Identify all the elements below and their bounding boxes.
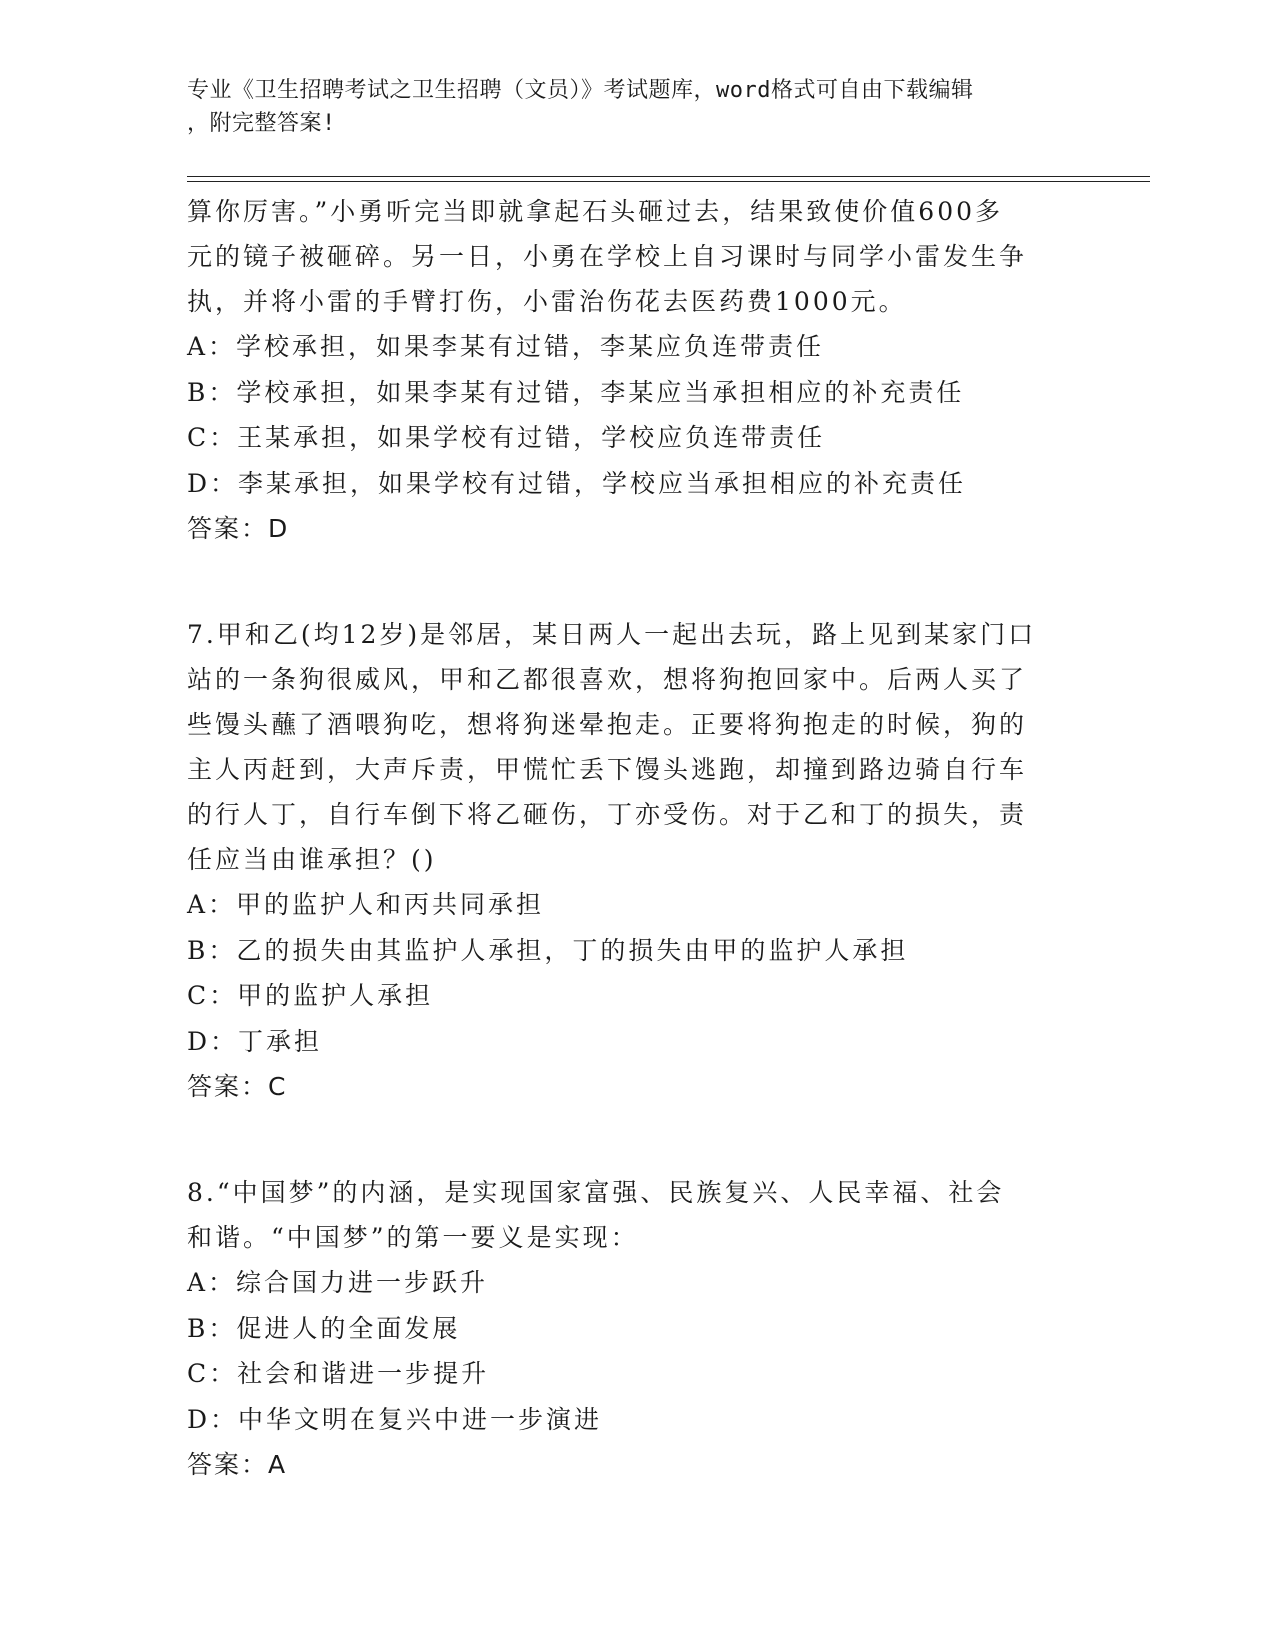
question-8-option-a: A：综合国力进一步跃升: [187, 1268, 489, 1297]
question-8: [187, 1170, 1067, 1488]
question-8-stem-line: 8.“中国梦”的内涵，是实现国家富强、民族复兴、人民幸福、社会: [187, 1178, 1005, 1207]
question-6-stem-line: 执，并将小雷的手臂打伤，小雷治伤花去医药费1000元。: [187, 287, 907, 316]
question-6-option-b: B：学校承担，如果李某有过错，李某应当承担相应的补充责任: [187, 377, 965, 407]
question-7-option-c: C：甲的监护人承担: [187, 981, 434, 1010]
question-8-stem-line: 和谐。“中国梦”的第一要义是实现：: [187, 1223, 639, 1252]
question-6: [187, 189, 1067, 552]
question-list: [187, 189, 1067, 1488]
header-line-1: 专业《卫生招聘考试之卫生招聘（文员）》考试题库，word格式可自由下载编辑: [187, 78, 974, 103]
header-divider-top: [187, 176, 1150, 177]
question-7-stem-line: 些馒头蘸了酒喂狗吃，想将狗迷晕抱走。正要将狗抱走的时候，狗的: [187, 710, 1028, 739]
question-6-stem-line: 算你厉害。”小勇听完当即就拿起石头砸过去，结果致使价值600多: [187, 197, 1004, 226]
question-7-answer: 答案：C: [187, 1072, 288, 1101]
question-6-answer: 答案：D: [187, 514, 290, 543]
question-7-stem-line: 7.甲和乙(均12岁)是邻居，某日两人一起出去玩，路上见到某家门口: [187, 620, 1037, 649]
question-6-option-d: D：李某承担，如果学校有过错，学校应当承担相应的补充责任: [187, 468, 967, 498]
question-7: [187, 612, 1067, 1110]
question-7-stem-line: 任应当由谁承担？(): [187, 845, 437, 874]
question-8-option-c: C：社会和谐进一步提升: [187, 1359, 490, 1388]
question-7-option-a: A：甲的监护人和丙共同承担: [187, 890, 545, 919]
question-7-stem-line: 的行人丁，自行车倒下将乙砸伤，丁亦受伤。对于乙和丁的损失，责: [187, 800, 1028, 829]
header-divider-bottom: [187, 181, 1150, 182]
document-header: [187, 74, 1067, 140]
question-8-option-d: D：中华文明在复兴中进一步演进: [187, 1404, 603, 1434]
question-6-option-a: A：学校承担，如果李某有过错，李某应负连带责任: [187, 332, 825, 361]
question-8-answer: 答案：A: [187, 1450, 288, 1479]
question-8-option-b: B：促进人的全面发展: [187, 1313, 461, 1343]
question-7-stem-line: 主人丙赶到，大声斥责，甲慌忙丢下馒头逃跑，却撞到路边骑自行车: [187, 755, 1028, 784]
question-6-option-c: C：王某承担，如果学校有过错，学校应负连带责任: [187, 423, 826, 452]
question-7-stem-line: 站的一条狗很威风，甲和乙都很喜欢，想将狗抱回家中。后两人买了: [187, 665, 1028, 694]
question-7-option-b: B：乙的损失由其监护人承担，丁的损失由甲的监护人承担: [187, 935, 909, 965]
question-6-stem-line: 元的镜子被砸碎。另一日，小勇在学校上自习课时与同学小雷发生争: [187, 242, 1028, 271]
question-7-option-d: D：丁承担: [187, 1026, 323, 1056]
header-line-2: ，附完整答案!: [187, 111, 336, 136]
